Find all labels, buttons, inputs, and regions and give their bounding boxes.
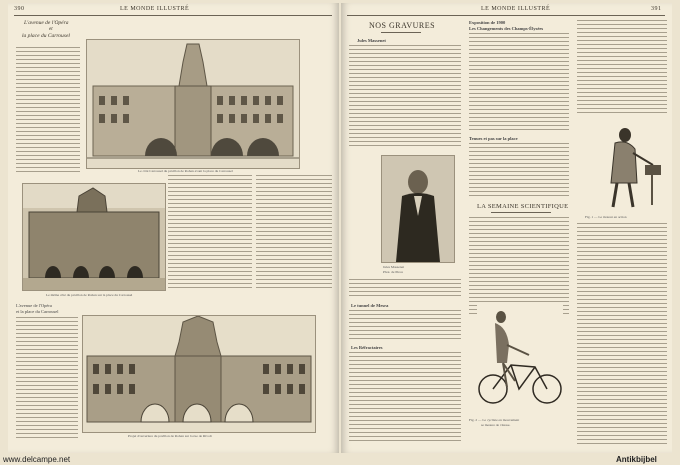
left-column-text-mid-2 (256, 175, 332, 291)
section-rule (381, 32, 421, 33)
magazine-spread (8, 3, 672, 453)
right-col3-text-bottom (577, 223, 667, 445)
subhead-champs-elysees: Les Changements des Champs-Élysées (469, 26, 544, 31)
subhead-massenet: Jules Massenet (357, 38, 386, 43)
photo-caption-line2: Phot. de Pirou (383, 270, 403, 274)
engraving-pavillon-rohan-rivoli (82, 315, 316, 433)
watermark-left: www.delcampe.net (3, 455, 71, 464)
caption-top-engraving: Le côté Carrousel du pavillon de Rohan avant la place du Carrousel (138, 169, 233, 173)
left-page-number: 390 (14, 6, 25, 12)
right-col1-text-mid (349, 279, 461, 299)
photo-portrait-massenet (381, 155, 455, 263)
lower-column-snippet-1: L'avenue de l'Opéra (16, 303, 52, 308)
figure-2-caption-line1: Fig. 2 — Le cycliste en mouvement (469, 418, 520, 422)
left-column-text-top (16, 47, 80, 175)
subhead-refractaires: Les Réfractaires (351, 345, 383, 350)
figure-1-caption: Fig. 1 — Le moteur en action (585, 215, 627, 219)
caption-bottom-engraving: Projet d'ouverture du pavillon de Rohan sur la rue de Rivoli (128, 434, 212, 438)
right-col3-text-top (577, 20, 667, 116)
science-section-title: LA SEMAINE SCIENTIFIQUE (477, 203, 569, 210)
engraving-pavillon-rohan-carrousel (86, 39, 300, 169)
figure-cyclist (477, 305, 563, 413)
left-column-text-mid-1 (168, 175, 252, 291)
lower-column-snippet-2: et la place du Carrousel (16, 309, 59, 314)
science-rule (491, 212, 551, 213)
right-col2-text-science (469, 217, 569, 317)
article-title-line1: L'avenue de l'Opéra (24, 20, 69, 26)
figure-2-caption-line2: se mesure de vitesse. (481, 423, 511, 427)
left-column-text-bottom (16, 317, 78, 439)
right-page (341, 3, 672, 453)
left-head-rule (14, 15, 332, 16)
right-head-rule (347, 15, 665, 16)
right-col2-text-mid (469, 143, 569, 199)
engraving-pavillon-rohan-place (22, 183, 166, 291)
left-page (8, 3, 339, 453)
left-running-head: LE MONDE ILLUSTRÉ (120, 6, 190, 12)
article-title-line3: la place du Carrousel (22, 33, 70, 39)
photo-caption-line1: Jules Massenet (383, 265, 405, 269)
subhead-exposition: Exposition de 1900 (469, 20, 506, 25)
caption-middle-engraving: Le même côté du pavillon de Rohan sur la place du Carrousel (46, 293, 133, 297)
section-title-nos-gravures: NOS GRAVURES (369, 21, 436, 30)
figure-experiment (581, 121, 665, 213)
right-running-head: LE MONDE ILLUSTRÉ (481, 6, 551, 12)
right-col1-text-bottom (349, 352, 461, 444)
right-col1-text-lower (349, 310, 461, 340)
watermark-right: Antikbijbel (616, 455, 657, 464)
subhead-tunnel: Le tunnel de Mesra (351, 303, 389, 308)
right-col1-text-top (349, 45, 461, 149)
right-col2-text-top (469, 33, 569, 133)
right-page-number: 391 (651, 6, 662, 12)
article-title-line2: et (49, 27, 53, 32)
subhead-tenues: Tenues et pas sur la place (469, 136, 518, 141)
